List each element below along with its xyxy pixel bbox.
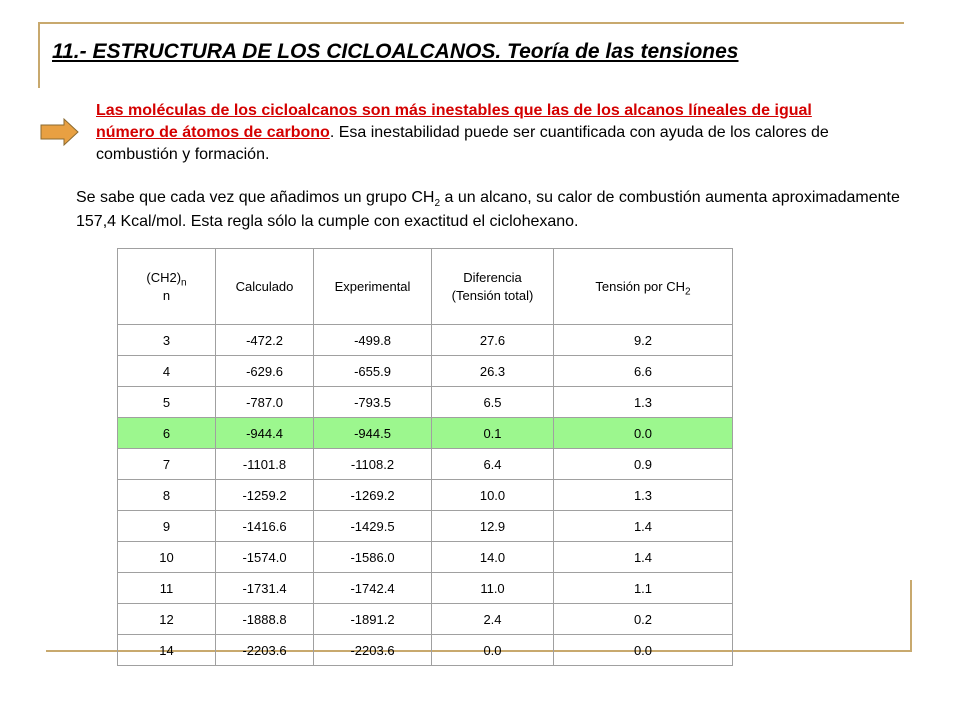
cell-calculado: -2203.6: [216, 635, 314, 666]
cell-experimental: -499.8: [314, 325, 432, 356]
cell-experimental: -793.5: [314, 387, 432, 418]
header-ch2n: $(CH2)_n$ n: [118, 249, 216, 325]
cell-n: 5: [118, 387, 216, 418]
table-row-highlighted: [118, 418, 733, 449]
strain-table: [117, 248, 733, 666]
table-row: [118, 635, 733, 666]
cell-tension: 0.2: [554, 604, 733, 635]
cell-n: 3: [118, 325, 216, 356]
table-row: [118, 604, 733, 635]
cell-tension: 0.9: [554, 449, 733, 480]
cell-diferencia: 14.0: [432, 542, 554, 573]
cell-tension: 1.3: [554, 480, 733, 511]
table-row: [118, 573, 733, 604]
cell-experimental: -2203.6: [314, 635, 432, 666]
cell-diferencia: 12.9: [432, 511, 554, 542]
cell-n: 14: [118, 635, 216, 666]
cell-experimental: -1108.2: [314, 449, 432, 480]
cell-diferencia: 6.5: [432, 387, 554, 418]
table-row: [118, 542, 733, 573]
cell-n: 8: [118, 480, 216, 511]
cell-diferencia: 27.6: [432, 325, 554, 356]
cell-calculado: -1731.4: [216, 573, 314, 604]
cell-calculado: -629.6: [216, 356, 314, 387]
cell-tension: 9.2: [554, 325, 733, 356]
cell-diferencia: 6.4: [432, 449, 554, 480]
cell-diferencia: 2.4: [432, 604, 554, 635]
slide-title: 11.- ESTRUCTURA DE LOS CICLOALCANOS. Teoría de las tensiones: [52, 40, 739, 63]
cell-n: 11: [118, 573, 216, 604]
frame-line-right: [910, 580, 912, 652]
cell-diferencia: 0.0: [432, 635, 554, 666]
intro-text: [96, 100, 866, 166]
table-row: [118, 325, 733, 356]
cell-calculado: -1259.2: [216, 480, 314, 511]
cell-calculado: -1888.8: [216, 604, 314, 635]
table-row: [118, 356, 733, 387]
header-calculado: Calculado: [216, 249, 314, 325]
header-diferencia: Diferencia (Tensión total): [432, 249, 554, 325]
cell-n: 4: [118, 356, 216, 387]
cell-n: 6: [118, 418, 216, 449]
cell-tension: 0.0: [554, 635, 733, 666]
header-tension-ch2: Tensión por $CH_2$: [554, 249, 733, 325]
cell-diferencia: 10.0: [432, 480, 554, 511]
header-experimental: Experimental: [314, 249, 432, 325]
cell-experimental: -1269.2: [314, 480, 432, 511]
frame-line-top: [38, 22, 904, 24]
cell-calculado: -1101.8: [216, 449, 314, 480]
cell-experimental: -1742.4: [314, 573, 432, 604]
table-row: [118, 387, 733, 418]
intro-highlight: Las moléculas de los cicloalcanos son más inestables que las de los alcanos líneales de igual número de átomos de carbono: [96, 102, 812, 141]
cell-calculado: -1574.0: [216, 542, 314, 573]
cell-calculado: -787.0: [216, 387, 314, 418]
cell-experimental: -1429.5: [314, 511, 432, 542]
cell-tension: 1.4: [554, 511, 733, 542]
arrow-right-icon: [40, 117, 80, 147]
intro-rest: . Esa inestabilidad puede ser cuantificada con ayuda de los calores de combustión y formación.: [96, 124, 829, 163]
cell-diferencia: 26.3: [432, 356, 554, 387]
cell-experimental: -1586.0: [314, 542, 432, 573]
cell-tension: 1.1: [554, 573, 733, 604]
cell-n: 10: [118, 542, 216, 573]
cell-diferencia: 0.1: [432, 418, 554, 449]
header-row: [118, 249, 733, 325]
cell-n: 9: [118, 511, 216, 542]
cell-tension: 1.3: [554, 387, 733, 418]
cell-experimental: -944.5: [314, 418, 432, 449]
cell-calculado: -472.2: [216, 325, 314, 356]
table-row: [118, 480, 733, 511]
cell-tension: 6.6: [554, 356, 733, 387]
cell-experimental: -1891.2: [314, 604, 432, 635]
cell-calculado: -944.4: [216, 418, 314, 449]
cell-n: 12: [118, 604, 216, 635]
cell-n: 7: [118, 449, 216, 480]
cell-experimental: -655.9: [314, 356, 432, 387]
paragraph-part2: a un alcano, su calor de combustión aumenta aproximadamente 157,4 Kcal/mol. Esta regla sólo la cumple con exactitud el ciclohexano.: [76, 189, 900, 230]
cell-tension: 0.0: [554, 418, 733, 449]
explanation-paragraph: [76, 186, 916, 234]
table-row: [118, 449, 733, 480]
paragraph-sub: 2: [434, 198, 441, 210]
cell-tension: 1.4: [554, 542, 733, 573]
paragraph-part1: Se sabe que cada vez que añadimos un grupo CH: [76, 189, 435, 206]
table-row: [118, 511, 733, 542]
cell-diferencia: 11.0: [432, 573, 554, 604]
cell-calculado: -1416.6: [216, 511, 314, 542]
frame-line-left: [38, 22, 40, 88]
